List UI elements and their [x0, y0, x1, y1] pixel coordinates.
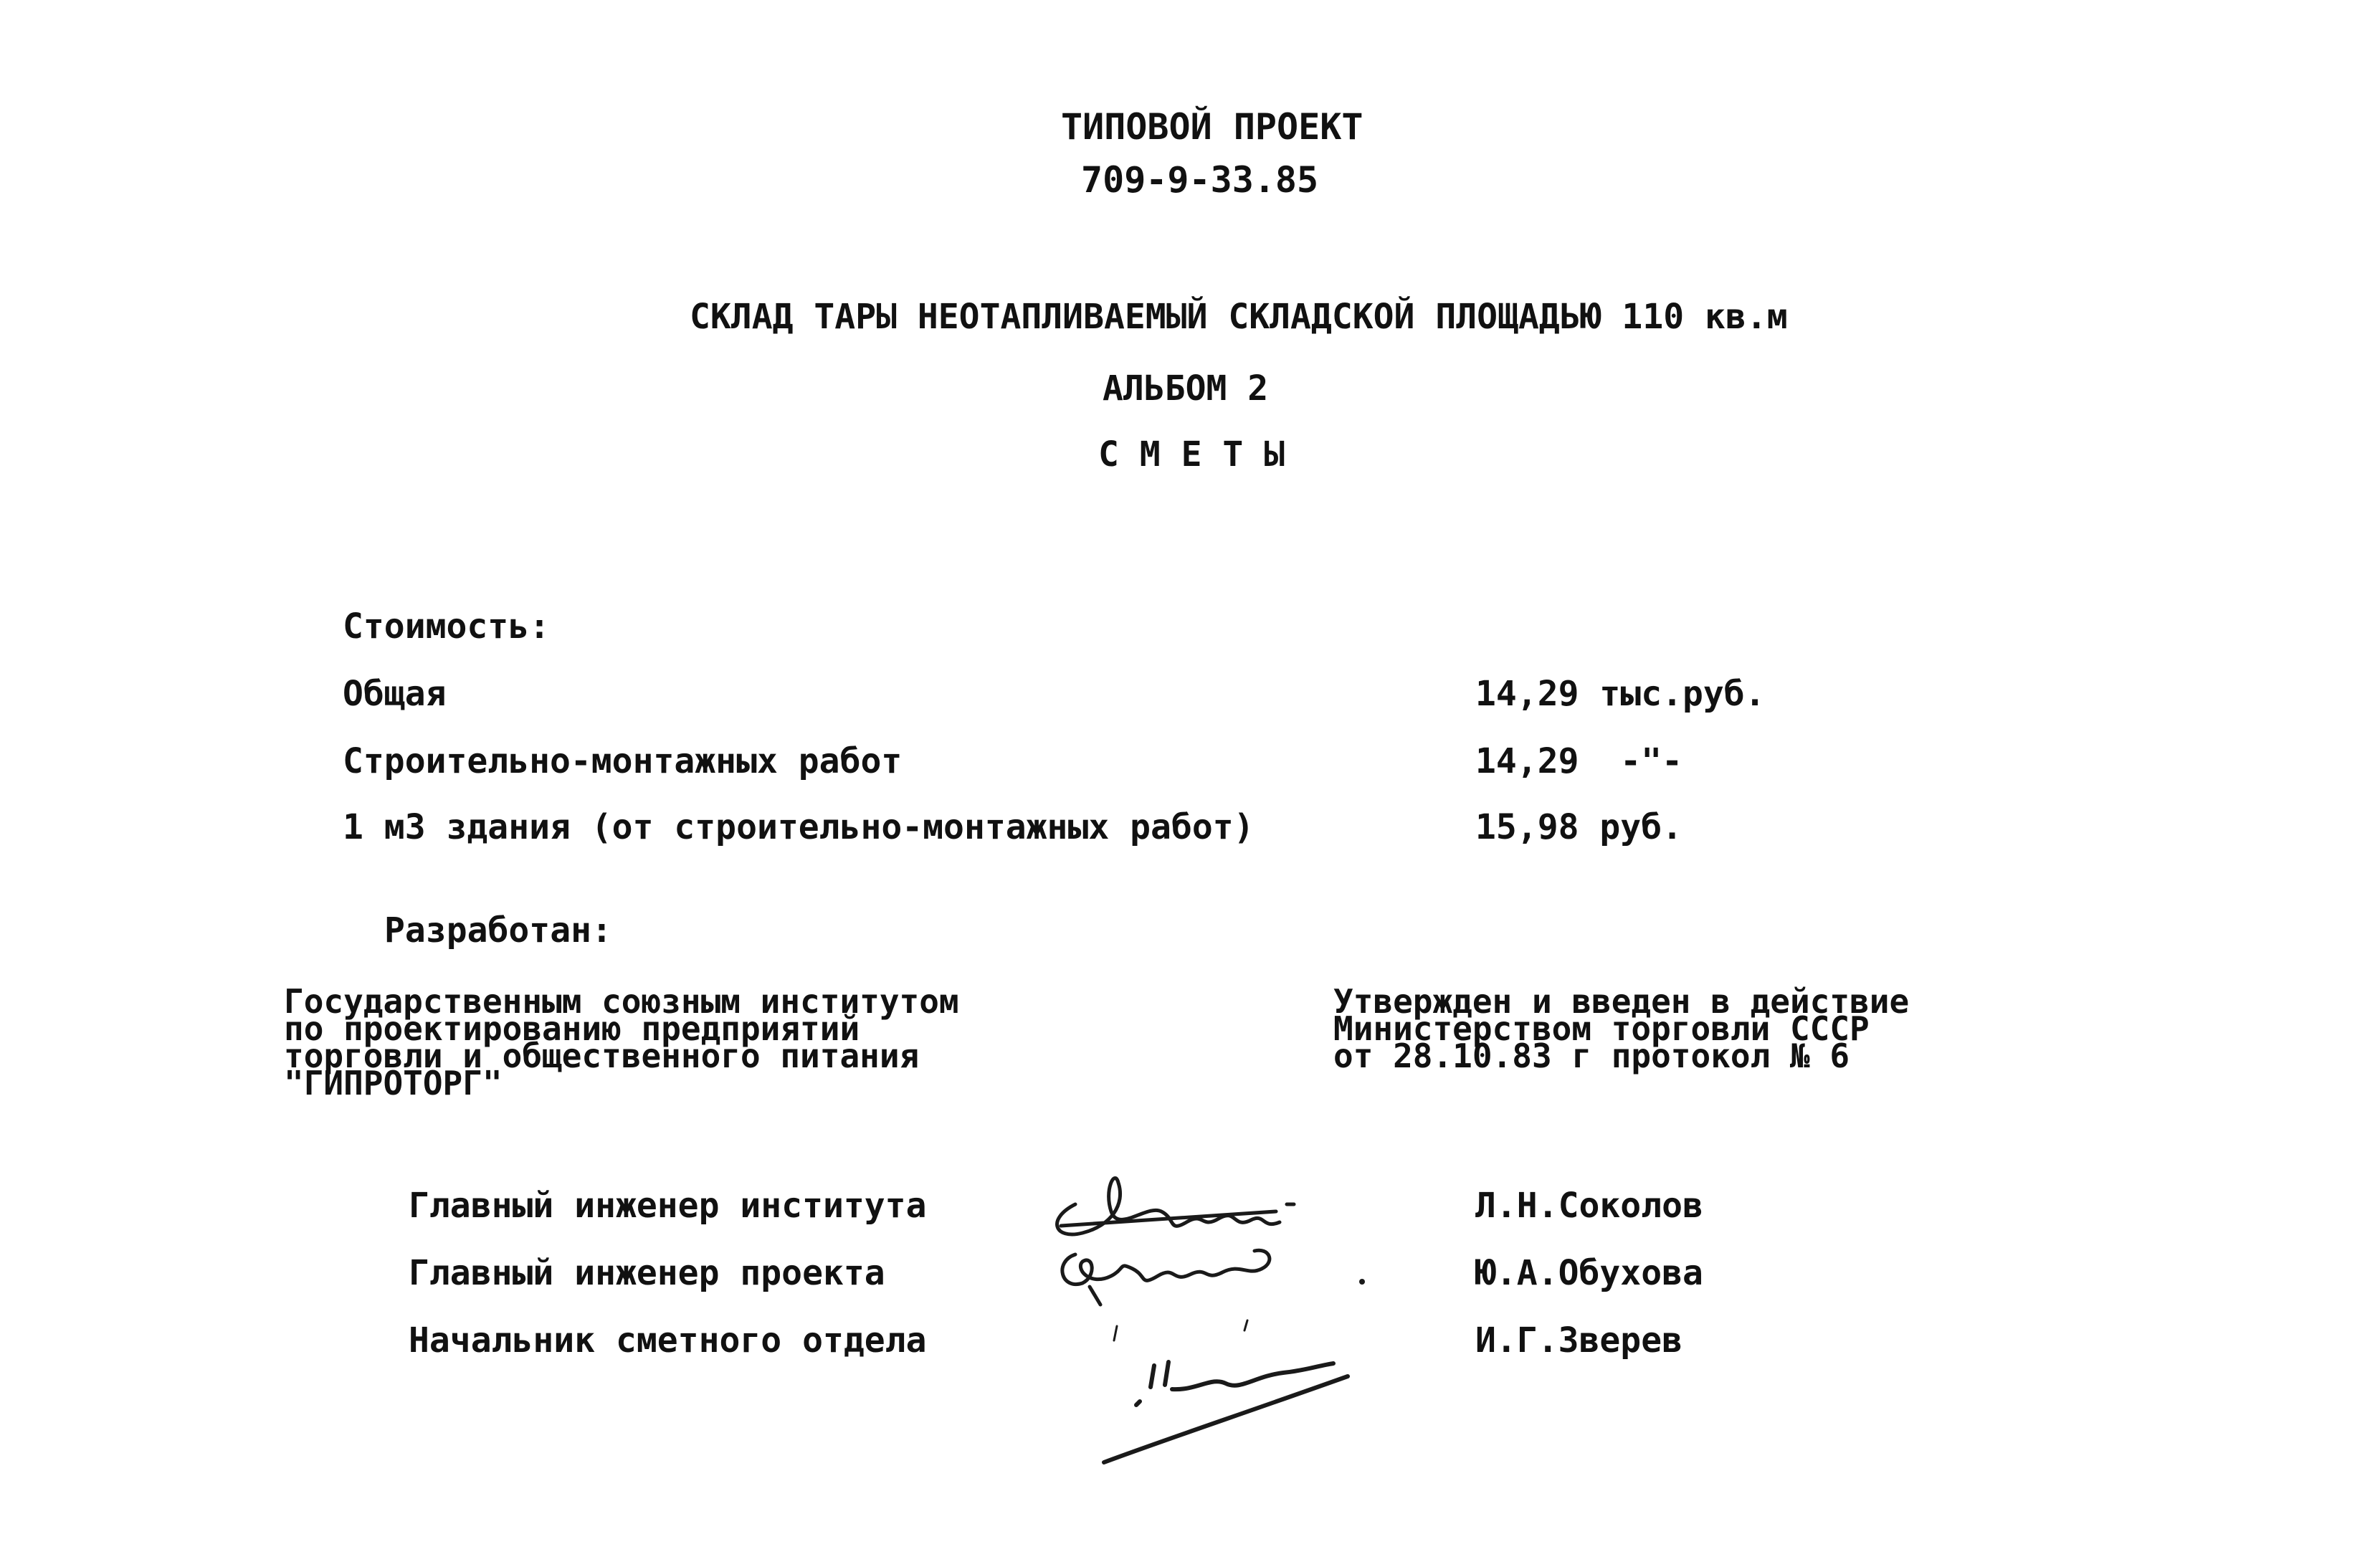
signatory-name: Ю.А.Обухова: [1475, 1253, 1703, 1293]
approval-line: от 28.10.83 г протокол № 6: [1333, 1037, 1850, 1075]
signature-1: [1057, 1178, 1294, 1234]
developer-line: торговли и общественного питания: [284, 1037, 920, 1075]
cost-row-value: 15,98 руб.: [1475, 807, 1682, 847]
project-type-label: ТИПОВОЙ ПРОЕКТ: [1061, 106, 1363, 148]
developer-line: Государственным союзным институтом: [284, 982, 959, 1021]
project-number: 709-9-33.85: [1081, 159, 1319, 201]
signature-3: [1114, 1320, 1247, 1340]
approval-line: Утвержден и введен в действие: [1333, 982, 1910, 1021]
signatory-role: Начальник сметного отдела: [409, 1320, 927, 1361]
cost-row-label: 1 м3 здания (от строительно-монтажных работ): [343, 807, 1255, 847]
cost-row-label: Строительно-монтажных работ: [343, 741, 903, 781]
developer-line: "ГИПРОТОРГ": [284, 1064, 503, 1102]
handwritten-signatures: [1032, 1161, 1376, 1477]
cost-heading: Стоимость:: [343, 606, 550, 647]
signature-2: [1062, 1250, 1365, 1305]
album-label: АЛЬБОМ 2: [1103, 368, 1269, 409]
signatory-role: Главный инженер проекта: [409, 1253, 885, 1293]
approval-line: Министерством торговли СССР: [1333, 1009, 1870, 1048]
cost-row-label: Общая: [343, 674, 447, 714]
developer-line: по проектированию предприятий: [284, 1009, 860, 1048]
developed-heading: Разработан:: [384, 910, 612, 951]
signatory-name: И.Г.Зверев: [1475, 1320, 1682, 1361]
cost-row-value: 14,29 тыс.руб.: [1475, 674, 1766, 714]
signatory-role: Главный инженер института: [409, 1186, 927, 1226]
signature-4: [1104, 1362, 1348, 1462]
section-title: С М Е Т Ы: [1098, 434, 1285, 475]
document-title: СКЛАД ТАРЫ НЕОТАПЛИВАЕМЫЙ СКЛАДСКОЙ ПЛОЩАДЬЮ 110 кв.м: [690, 297, 1788, 337]
signatory-name: Л.Н.Соколов: [1475, 1186, 1703, 1226]
cost-row-value: 14,29 -"-: [1475, 741, 1682, 781]
